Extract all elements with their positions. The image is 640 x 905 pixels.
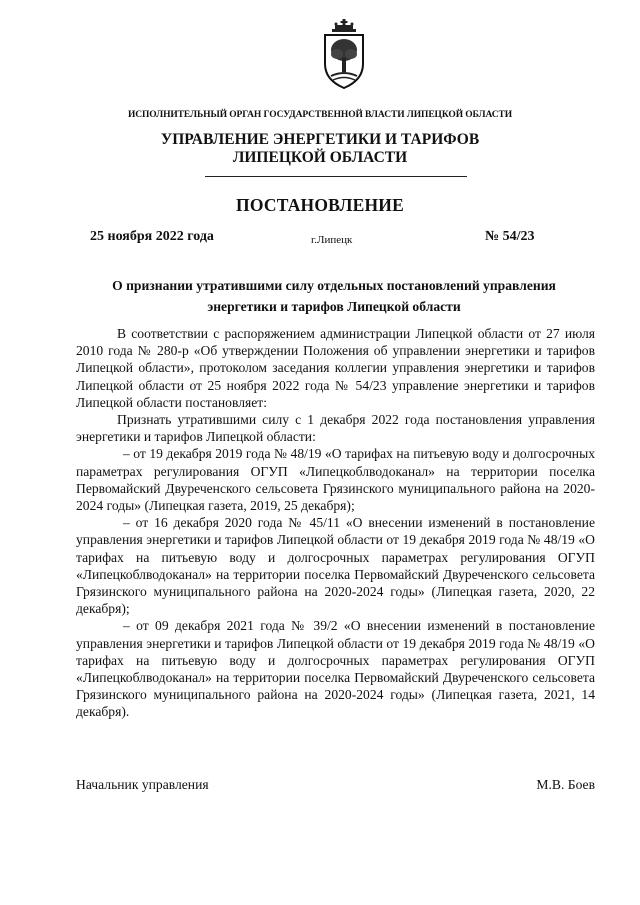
document-city: г.Липецк [311, 234, 353, 246]
list-item: – от 16 декабря 2020 года № 45/11 «О внесении изменений в постановление управления энергетики и тарифов Липецкой области от 19 декабря 2019 года № 48/19 «О тарифах на питьевую воду и долгосрочных параметрах регулирования ОГУП «Липецкоблводоканал» на территории поселка Первомайский Двуреченского сельсовета Грязинского муниципального района на 2020-2024 годы» (Липецкая газета, 2020, 22 декабря); [76, 515, 595, 617]
list-item: – от 19 декабря 2019 года № 48/19 «О тарифах на питьевую воду и долгосрочных параметрах регулирования ОГУП «Липецкоблводоканал» на территории поселка Первомайский Двуреченского сельсовета Грязинского муниципального района на 2020-2024 годы» (Липецкая газета, 2019, 25 декабря); [76, 446, 595, 514]
resolution-paragraph: Признать утратившими силу с 1 декабря 2022 года постановления управления энергетики и тарифов Липецкой области: [76, 412, 595, 445]
document-title-line2: энергетики и тарифов Липецкой области [207, 299, 461, 314]
crown-icon [332, 19, 356, 32]
organization-name-line2: ЛИПЕЦКОЙ ОБЛАСТИ [232, 149, 408, 166]
document-title [76, 275, 592, 317]
document-title-line1: О признании утратившими силу отдельных постановлений управления [112, 278, 556, 293]
organization-name-line1: УПРАВЛЕНИЕ ЭНЕРГЕТИКИ И ТАРИФОВ [160, 131, 480, 148]
document-body [76, 325, 595, 721]
lipetsk-coat-of-arms-icon [319, 18, 369, 90]
preamble-paragraph: В соответствии с распоряжением администрации Липецкой области от 27 июля 2010 года № 280-р «Об утверждении Положения об управлении энергетики и тарифов Липецкой области», протоколом заседания коллегии управления энергетики и тарифов Липецкой области от 25 ноября 2022 года № 54/23 управление энергетики и тарифов Липецкой области постановляет: [76, 326, 595, 410]
signatory-role: Начальник управления [76, 777, 209, 792]
document-number: № 54/23 [485, 229, 535, 244]
header-divider [205, 176, 467, 177]
organization-name [0, 131, 640, 167]
document-type: ПОСТАНОВЛЕНИЕ [236, 195, 404, 215]
list-item: – от 09 декабря 2021 года № 39/2 «О внесении изменений в постановление управления энергетики и тарифов Липецкой области от 19 декабря 2019 года № 48/19 «О тарифах на питьевую воду и долгосрочных параметрах регулирования ОГУП «Липецкоблводоканал» на территории поселка Первомайский Двуреченского сельсовета Грязинского муниципального района на 2020-2024 годы» (Липецкая газета, 2021, 14 декабря). [76, 618, 595, 720]
document-date: 25 ноября 2022 года [90, 229, 214, 244]
signatory-name: М.В. Боев [536, 777, 595, 792]
issuer-line: ИСПОЛНИТЕЛЬНЫЙ ОРГАН ГОСУДАРСТВЕННОЙ ВЛАСТИ ЛИПЕЦКОЙ ОБЛАСТИ [127, 110, 513, 120]
